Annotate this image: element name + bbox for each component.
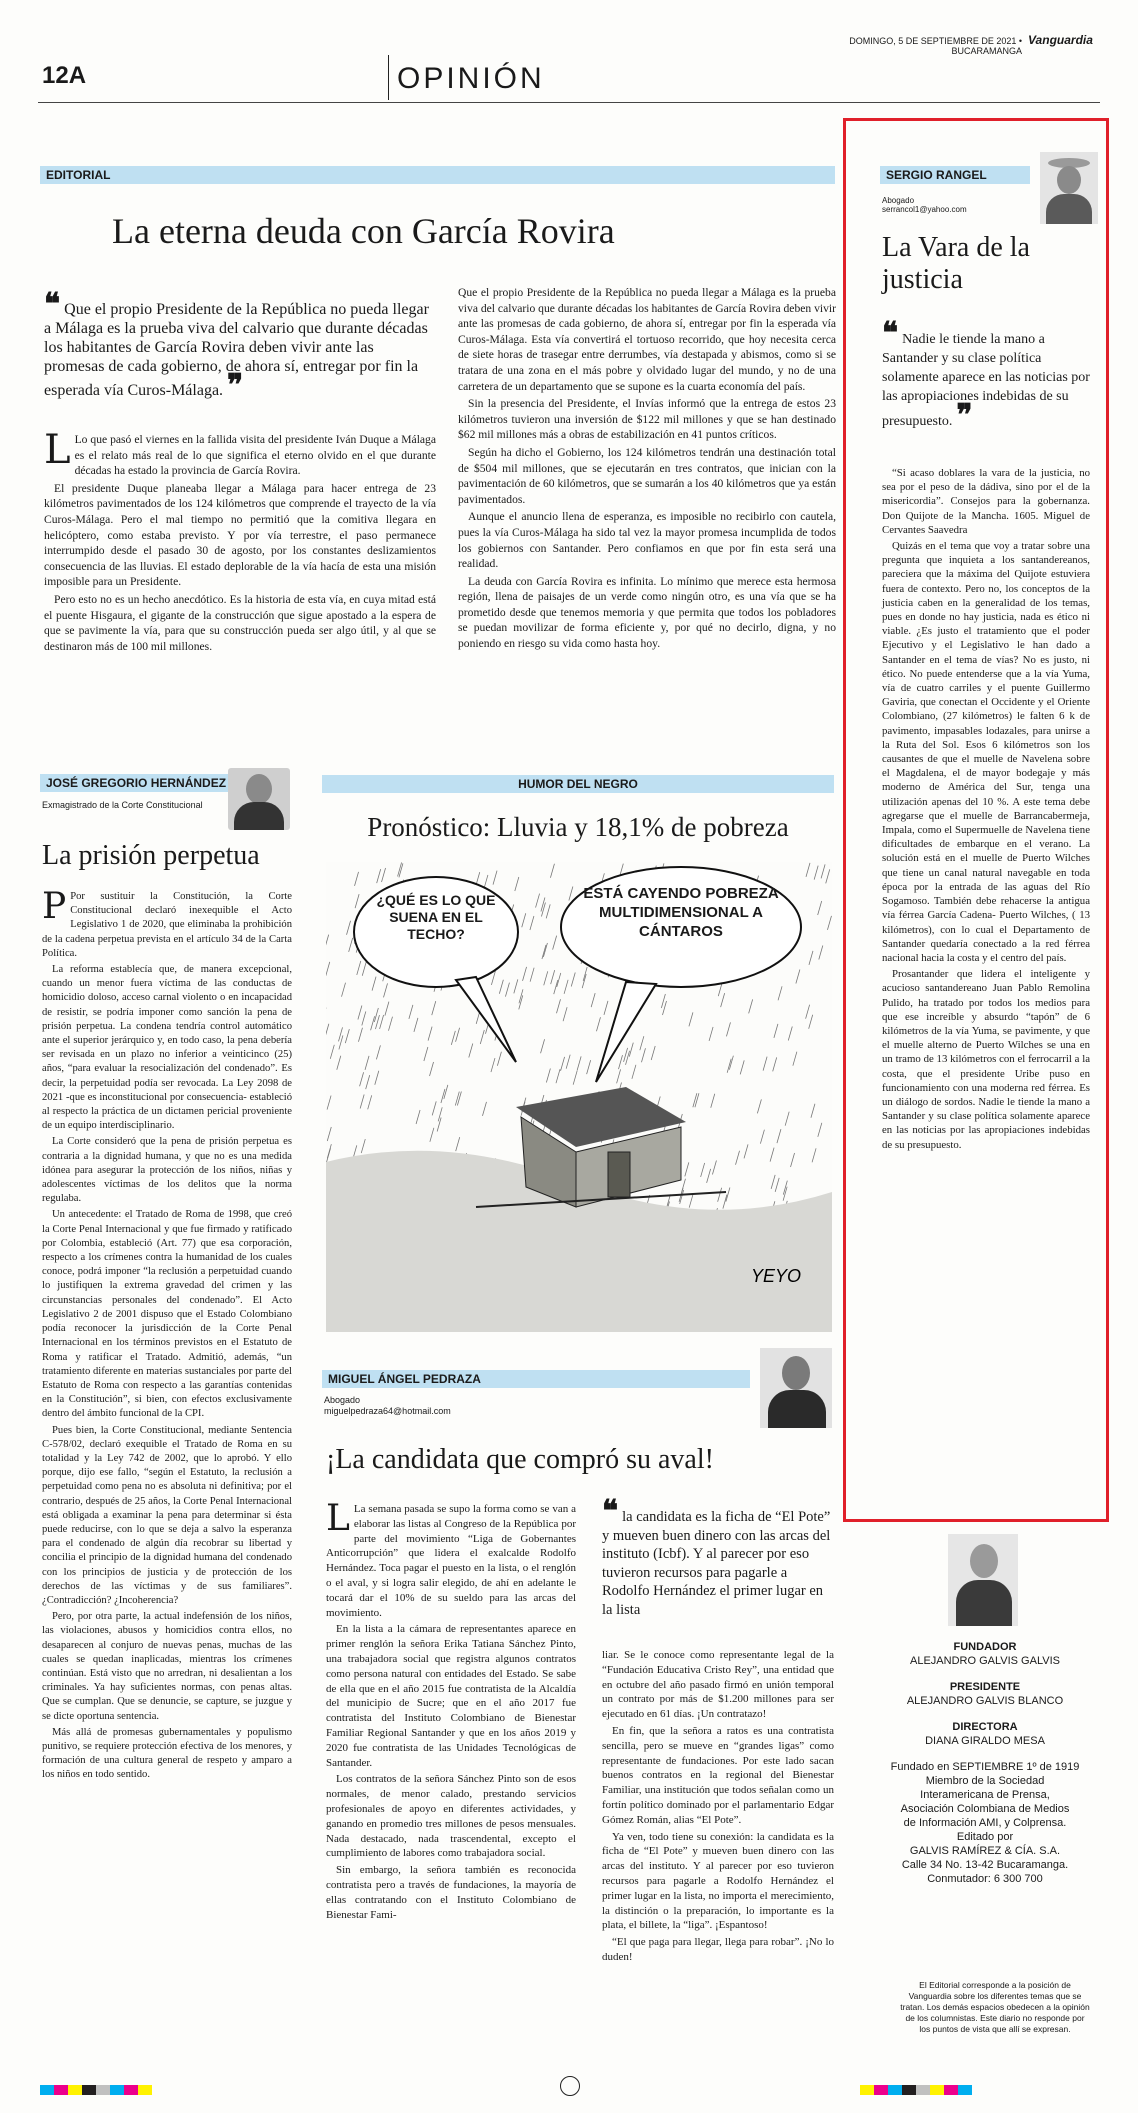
masthead-info-line: Miembro de la Sociedad — [925, 1775, 1045, 1787]
rangel-pullquote-text: Nadie le tiende la mano a Santander y su clase política solamente aparece en las noticias por las apropiaciones indebidas de su presupuesto. — [882, 332, 1090, 429]
dateline: DOMINGO, 5 DE SEPTIEMBRE DE 2021 • BUCARAMANGA — [849, 36, 1022, 56]
close-quote-icon: ❞ — [956, 398, 973, 433]
open-quote-icon: ❝ — [602, 1494, 619, 1529]
masthead-info-line: de Información AMI, y Colprensa. — [903, 1817, 1067, 1829]
rain-cartoon-drawing — [326, 862, 832, 1332]
editorial-paragraph: Aunque el anuncio llena de esperanza, es imposible no recibirlo con cautela, pues la vía Curos-Málaga ha sido tal vez la mayor promesa incumplida de todos los gobiernos con Santander. Pero confiamos en que por fin esta será una realidad. — [458, 510, 836, 571]
masthead — [880, 1640, 1090, 1886]
masthead-info-line: Asociación Colombiana de Medios — [900, 1803, 1070, 1815]
editorial-pullquote-text: Que el propio Presidente de la República no pueda llegar a Málaga es la prueba viva del calvario que durante décadas los habitantes de García Rovira deben vivir ante las promesas de cada gobierno, de ahora sí, entregar por fin la esperada vía Curos-Málaga. — [44, 301, 429, 399]
rangel-paragraph: “Si acaso doblares la vara de la justicia, no sea por el peso de la dádiva, sino por el de la misericordia”. Consejos para la gobernanza. Don Quijote de la Mancha. 1605. Miguel de Cervantes Saavedra — [882, 467, 1090, 536]
rangel-body — [882, 466, 1090, 1154]
hernandez-paragraph: Pero, por otra parte, la actual indefensión de los niños, las violaciones, abusos y homicidios contra ellos, no desaparecen al conjuro de nuevas penas, muchas de las cuales se quedan inaplicadas, mientras los crímenes continúan. Está visto que no arredran, ni desalientan a los criminales. Ya hay suficientes normas, con penas altas. Que se cumplan. Que se denuncie, se capture, se juzgue y se dicte oportuna sentencia. — [42, 1611, 292, 1722]
masthead-portrait — [948, 1534, 1018, 1626]
rangel-email: serrancol1@yahoo.com — [882, 205, 967, 214]
editorial-col1 — [44, 427, 436, 656]
pedraza-author-bar — [322, 1370, 750, 1388]
pedraza-role: Abogado — [324, 1395, 361, 1405]
hernandez-role: Exmagistrado de la Corte Constitucional — [42, 800, 203, 810]
cartoon-signature: YEYO — [751, 1266, 802, 1286]
hernandez-paragraph: Pues bien, la Corte Constitucional, mediante Sentencia C-578/02, declaró exequible el Tratado de Roma en su totalidad y la Ley 742 de 2002, que lo aprobó. Y ello porque, dijo ese fallo, “según el Estatuto, la reclusión a perpetuidad como pena no es absoluta ni definitiva; por el contrario, después de 25 años, la Corte Penal Internacional está obligada a examinar la pena para determinar si ésta puede reducirse, con lo que se deja a salvo la esperanza para el condenado de algún día recobrar su libertad y concilia el principio de la dignidad humana del condenado con los principios de justicia y de protección de los derechos de las víctimas y de sus familiares”. ¿Contradicción? ¿Incoherencia? — [42, 1424, 292, 1606]
director-label: DIRECTORA — [952, 1721, 1018, 1733]
header-divider — [388, 55, 389, 100]
masthead-info-line: Interamericana de Prensa, — [920, 1789, 1050, 1801]
pedraza-paragraph: Sin embargo, la señora también es reconocida contratista pero a través de fundaciones, la mayoría de ellas contratando con el Instituto Colombiano de Bienestar Fami- — [326, 1864, 576, 1921]
rangel-author: SERGIO RANGEL — [886, 168, 987, 182]
editorial-paragraph: Pero esto no es un hecho anecdótico. Es la historia de esta vía, en cuya mitad está el puente Hisgaura, el gigante de la construcción que sigue apostado a la espera de que se pavimente la vía, para que su construcción pueda ser algo útil, y al que se destinaron más de 100 mil millones. — [44, 592, 436, 653]
editorial-label-bar — [40, 166, 835, 184]
editorial-col2 — [458, 285, 836, 654]
pedraza-paragraph: En fin, que la señora a ratos es una contratista sencilla, pero se mueve en “grandes ligas” como representante de fundaciones. Por este lado sacan buenos contratos en la regional del Bienestar Familiar, una institución que todos señalan como un fortín político dominado por el parlamentario Edgar Gómez Román, alias “El Pote”. — [602, 1724, 834, 1826]
pedraza-pullquote — [602, 1494, 834, 1619]
pedraza-paragraph: liar. Se le conoce como representante legal de la “Fundación Educativa Cristo Rey”, una entidad que en octubre del año pasado firmó en unión temporal un contrato por más de $1.200 millones para ser ejecutado en 61 días. ¡Un contratazo! — [602, 1649, 834, 1721]
color-registration-bar-right — [860, 2085, 972, 2095]
hernandez-body — [42, 886, 292, 1785]
masthead-info-line: Calle 34 No. 13-42 Bucaramanga. — [901, 1859, 1069, 1871]
editorial-paragraph: L Lo que pasó el viernes en la fallida visita del presidente Iván Duque a Málaga es el relato más real de lo que significa el eterno olvido en el que durante décadas ha estado la provincia de García Rovira. — [44, 427, 436, 478]
masthead-disclaimer: El Editorial corresponde a la posición de Vanguardia sobre los diferentes temas que se tratan. Los demás espacios obedecen a la opinión de los columnistas. Este diario no responde por los puntos de vista que allí se expresan. — [900, 1980, 1090, 2034]
rangel-title: La Vara de la justicia — [882, 232, 1030, 295]
color-registration-bar-left — [40, 2085, 152, 2095]
editorial-paragraph: Que el propio Presidente de la República no pueda llegar a Málaga es la prueba viva del calvario que durante décadas los habitantes de García Rovira deben vivir ante las promesas de cada gobierno, de ahora sí, entregar por fin la esperada vía Curos-Málaga. Esta vía convertirá el tortuoso recorrido, que hoy necesita cerca de siete horas de trasegar entre derrumbes, vía destapada y abismos, como si se tratara de una zona en el más pobre y olvidado lugar del mundo, y no de una carretera de un departamento que se supone es la cuarta economía del país. — [458, 286, 836, 393]
pedraza-paragraph: En la lista a la cámara de representantes aparece en primer renglón la señora Erika Tatiana Sánchez Pinto, una trabajadora social que registra algunos contratos como persona natural con entidades del Estado. Se sabe de ella que en el año 2015 fue contratista de la Alcaldía del municipio de Sucre; que en el año 2017 fue contratista del Instituto Colombiano de Bienestar Familiar Regional Santander y que en los años 2019 y 2020 fue contratista de las Unidades Tecnológicas de Santander. — [326, 1623, 576, 1769]
masthead-info-line: GALVIS RAMÍREZ & CÍA. S.A. — [909, 1845, 1061, 1857]
bubble-right-text: ESTÁ CAYENDO POBREZA MULTIDIMENSIONAL A CÁNTAROS — [583, 885, 779, 940]
hernandez-title: La prisión perpetua — [42, 840, 260, 871]
bubble-left-text: ¿QUÉ ES LO QUE SUENA EN EL TECHO? — [376, 892, 496, 942]
cartoon-illustration — [326, 862, 832, 1332]
cartoon-label-bar — [322, 775, 834, 793]
president-label: PRESIDENTE — [949, 1681, 1021, 1693]
director-name: DIANA GIRALDO MESA — [925, 1735, 1045, 1747]
registration-mark-icon — [560, 2076, 580, 2096]
rangel-avatar — [1040, 152, 1098, 224]
hernandez-paragraph: Un antecedente: el Tratado de Roma de 1998, que creó la Corte Penal Internacional y que fue firmado y ratificado por Colombia, estableció (Art. 77) que esa corporación, respecto a los crímenes contra la humanidad de los cuales conoce, podrá imponer “la reclusión a perpetuidad cuando lo justifiquen la extrema gravedad del crimen y las circunstancias personales del condenado”. El Acto Legislativo 2 de 2001 dispuso que el Estado Colombiano podía reconocer la jurisdicción de la Corte Penal Internacional en los términos previstos en el Estatuto de Roma y ratificar el Tratado. Admitió, además, “un tratamiento diferente en materias sustanciales por parte del Estatuto de Roma con respecto a las garantías contenidas en la Constitución”, si bien, con efectos exclusivamente dentro del ámbito funcional de la CPI. — [42, 1209, 292, 1420]
pedraza-email: miguelpedraza64@hotmail.com — [324, 1406, 451, 1416]
rangel-pullquote — [882, 316, 1092, 433]
rangel-paragraph: Quizás en el tema que voy a tratar sobre una pregunta que inquieta a los santandereanos, pareciera que la máxima del Quijote estuviera fuera de contexto. Pero no, los conceptos de la justicia caben en la generalidad de los temas, pues en donde no hay justicia, nada es ético ni viable. ¿Es justo el tratamiento que el poder Ejecutivo y el Legislativo le han dado a Santander en el tema de vías? No es justo, ni ético. No puede entenderse que a la vía Yuma, vía de cuatro carriles y el puente Guillermo Gaviria, que conectan el Occidente y el Oriente Colombiano, (27 kilómetros) le falten 6 k de pavimento, impasables lodazales, para unirse a la Ruta del Sol. Esos 6 kilómetros son los causantes de que el muelle de Navelena sobre el Magdalena, el de mayor bodegaje y más moderno de América del Sur, tenga una utilización apenas del 10 %. A este tema debe agregarse que el muelle de Barrancabermeja, Impala, como el Supermuelle de Navelena tiene dificultades de embarque en el verano. La solución está en el muelle de Puerto Wilches que tiene un canal natural navegable en toda época por la entrada de las aguas del Río Sogamoso. También debe rehacerse la antigua vía férrea García Cadena- Puerto Wilches, ( 13 kilómetros), con lo cual el Departamento de Santander quedaría conectado a la red férrea nacional hacia la costa y el centro del país. — [882, 540, 1090, 964]
hernandez-paragraph: Más allá de promesas gubernamentales y populismo punitivo, se requiere protección efectiva de los menores, y formación de una cultura general de respeto y amparo a los niños en todo sentido. — [42, 1726, 292, 1781]
hernandez-paragraph: La Corte consideró que la pena de prisión perpetua es contraria a la dignidad humana, y que no es una medida idónea para asegurar la protección de los niños, niñas y adolescentes víctimas de los delitos que la norma regulaba. — [42, 1136, 292, 1205]
brand-logo: Vanguardia — [1028, 33, 1093, 47]
hernandez-author: JOSÉ GREGORIO HERNÁNDEZ — [46, 776, 227, 790]
cartoon-label: HUMOR DEL NEGRO — [518, 777, 638, 791]
masthead-info-line: Conmutador: 6 300 700 — [927, 1873, 1043, 1885]
founder-label: FUNDADOR — [953, 1641, 1017, 1653]
president-name: ALEJANDRO GALVIS BLANCO — [906, 1695, 1064, 1707]
hernandez-paragraph: La reforma establecía que, de manera excepcional, cuando un menor fuera víctima de las conductas de homicidio doloso, acceso carnal violento o en incapacidad de resistir, se podría imponer como sanción la pena de prisión perpetua. La condena tendría control automático ante el superior jerárquico y, en todo caso, la pena debería ser revisada en un plazo no inferior a veinticinco (25) años, “para evaluar la resocialización del condenado”. Es decir, la perpetuidad podía ser revocada. La Ley 2098 de 2021 -que es inconstitucional por consecuencia- estableció al respecto la práctica de un dictamen pericial proveniente de un equipo interdisciplinario. — [42, 964, 292, 1132]
pedraza-avatar — [760, 1348, 832, 1428]
editorial-title: La eterna deuda con García Rovira — [112, 211, 615, 251]
close-quote-icon: ❞ — [227, 368, 244, 403]
hernandez-paragraph: P Por sustituir la Constitución, la Corte Constitucional declaró inexequible el Acto Legislativo 1 de 2020, que eliminaba la prohibición de la cadena perpetua prevista en el artículo 34 de la Carta Política. — [42, 886, 292, 959]
editorial-paragraph: Según ha dicho el Gobierno, los 124 kilómetros tendrán una destinación total de $504 mil millones, que se ejecutarán en tres contratos, que inician con la pavimentación de 60 kilómetros, que se sumarán a los 40 kilómetros que ya están pavimentados. — [458, 445, 836, 506]
pedraza-paragraph: Los contratos de la señora Sánchez Pinto son de esos normales, de menor calado, prestando servicios profesionales de apoyo en diferentes actividades, y ganando en promedio tres millones de pesos mensuales. Nada destacado, nada trascendental, excepto el cumplimiento de labores como trabajadora social. — [326, 1773, 576, 1860]
pedraza-col2 — [602, 1648, 834, 1967]
pedraza-author: MIGUEL ÁNGEL PEDRAZA — [328, 1372, 481, 1386]
cartoon-title: Pronóstico: Lluvia y 18,1% de pobreza — [367, 812, 789, 842]
rangel-paragraph: Prosantander que lidera el inteligente y acucioso santandereano Juan Pablo Remolina Pulido, ha tratado por todos los medios para que ese increíble y absurdo “tapón” de 6 kilómetros de la vía Yuma, se pavimente, y que el muelle alterno de Puerto Wilches se una en un tramo de 13 kilómetros con el ferrocarril a la costa, que el presidente Uribe puso en funcionamiento con una moderna red férrea. Es un diálogo de sordos. Nadie le tiende la mano a Santander y su clase política solamente aparece en las noticias por las apropiaciones indebidas de su presupuesto. — [882, 968, 1090, 1151]
rangel-role: Abogado — [882, 196, 915, 205]
editorial-pullquote — [44, 287, 434, 403]
open-quote-icon: ❝ — [882, 316, 899, 351]
pedraza-pullquote-text: la candidata es la ficha de “El Pote” y mueven buen dinero con las arcas del instituto (Icbf). Y al parecer por eso tuvieron recursos para pagarle a Rodolfo Hernández el primer lugar en la lista — [602, 1509, 831, 1618]
pedraza-paragraph: L La semana pasada se supo la forma como se van a elaborar las listas al Congreso de la República por parte del movimiento “Liga de Gobernantes Anticorrupción” que lidera el exalcalde Rodolfo Hernández. Toca pagar el puesto en la lista, o el renglón o el aval, y si logra salir elegido, de ahí en adelante le tocará dar el 10% de su sueldo para las arcas del movimiento. — [326, 1498, 576, 1619]
rangel-author-bar — [880, 166, 1030, 184]
editorial-paragraph: El presidente Duque planeaba llegar a Málaga para hacer entrega de 23 kilómetros pavimentados de los 124 kilómetros que comprende el trayecto de la vía Curos-Málaga. Pero el mal tiempo no permitió que la comitiva llegara en helicóptero, como estaba previsto. Y por vía terrestre, el paso permanece interrumpido desde el pasado 30 de agosto, por los constantes deslizamientos consecuencia de las lluvias. El estado deplorable de la vía hacía de esta una misión imposible para un Presidente. — [44, 481, 436, 589]
section-title: OPINIÓN — [397, 62, 545, 95]
hernandez-avatar — [228, 768, 290, 830]
pedraza-paragraph: “El que paga para llegar, llega para robar”. ¡No lo duden! — [602, 1936, 834, 1963]
founder-name: ALEJANDRO GALVIS GALVIS — [910, 1655, 1060, 1667]
editorial-label: EDITORIAL — [46, 168, 111, 182]
header-rule — [38, 102, 1100, 103]
editorial-paragraph: Sin la presencia del Presidente, el Invías informó que la entrega de estos 23 kilómetros tuvieron una inversión de $122 mil millones y que se han destinado $62 mil millones más a obras de estabilización en 41 puntos críticos. — [458, 397, 836, 442]
pedraza-title: ¡La candidata que compró su aval! — [326, 1444, 714, 1475]
masthead-info-line: Editado por — [956, 1831, 1014, 1843]
pedraza-col1 — [326, 1498, 576, 1924]
pedraza-paragraph: Ya ven, todo tiene su conexión: la candidata es la ficha de “El Pote” y mueven buen dinero con las arcas del instituto. Y al parecer por eso tuvieron recursos para pagarle a Rodolfo Hernández el primer lugar en la lista, no importa el merecimiento, la distinción o la preparación, lo importante es la plata, el billete, la “liga”. ¡Espantoso! — [602, 1830, 834, 1932]
open-quote-icon: ❝ — [44, 287, 61, 322]
editorial-paragraph: La deuda con García Rovira es infinita. Lo mínimo que merece esta hermosa región, llena de paisajes de un verde como ningún otro, es una vía que se ha prometido desde que tenemos memoria y que permita que todos los pobladores se puedan movilizar de forma eficiente y, por qué no decirlo, digna, y no poniendo en riesgo su vida como hasta hoy. — [458, 574, 836, 651]
page-number: 12A — [42, 62, 87, 89]
masthead-info-line: Fundado en SEPTIEMBRE 1º de 1919 — [890, 1761, 1080, 1773]
